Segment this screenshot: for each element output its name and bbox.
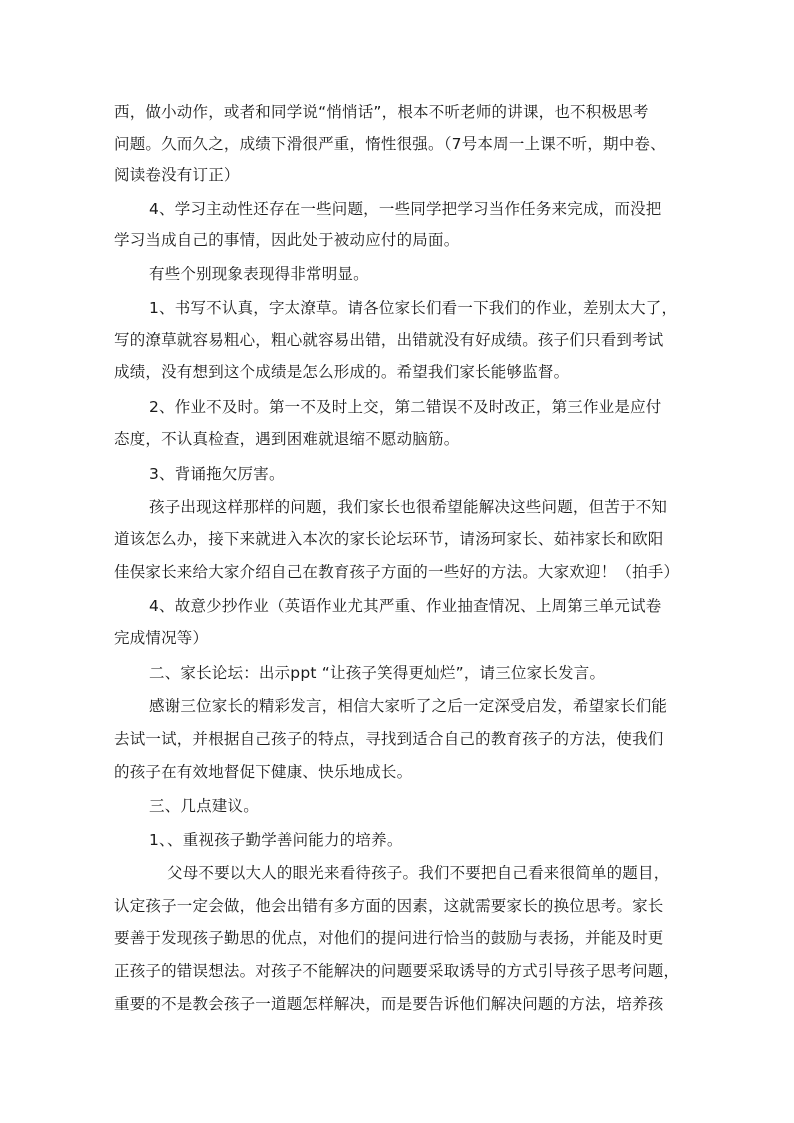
text-line: 的孩子在有效地督促下健康、快乐地成长。 [114,763,413,781]
text-line: 学习当成自己的事情，因此处于被动应付的局面。 [114,231,460,249]
text-line: 佳俣家长来给大家介绍自己在教育孩子方面的一些好的方法。大家欢迎！（拍手） [114,563,680,581]
text-line: 1、书写不认真，字太潦草。请各位家长们看一下我们的作业，差别太大了， [149,299,678,317]
text-line: 写的潦草就容易粗心，粗心就容易出错，出错就没有好成绩。孩子们只看到考试 [114,331,664,349]
text-line: 4、故意少抄作业（英语作业尤其严重、作业抽查情况、上周第三单元试卷 [149,597,662,615]
text-line: 孩子出现这样那样的问题，我们家长也很希望能解决这些问题，但苦于不知 [149,498,668,516]
text-line: 二、家长论坛：出示ppt “让孩子笑得更灿烂”，请三位家长发言。 [149,664,606,682]
text-line: 西，做小动作，或者和同学说“悄悄话”，根本不听老师的讲课，也不积极思考 [114,103,649,121]
text-line: 认定孩子一定会做，他会出错有多方面的因素，这就需要家长的换位思考。家长 [114,897,664,915]
text-line: 3、背诵拖欠厉害。 [149,465,285,483]
text-line: 阅读卷没有订正） [114,166,240,184]
text-line: 感谢三位家长的精彩发言，相信大家听了之后一定深受启发，希望家长们能 [149,697,668,715]
text-line: 成绩，没有想到这个成绩是怎么形成的。希望我们家长能够监督。 [114,363,570,381]
text-line: 道该怎么办，接下来就进入本次的家长论坛环节，请汤珂家长、茹祎家长和欧阳 [114,530,664,548]
text-line: 1、、重视孩子勤学善问能力的培养。 [149,831,403,849]
text-line: 2、作业不及时。第一不及时上交，第二错误不及时改正，第三作业是应付 [149,398,662,416]
text-line: 态度，不认真检查，遇到困难就退缩不愿动脑筋。 [114,430,460,448]
text-line: 正孩子的错误想法。对孩子不能解决的问题要采取诱导的方式引导孩子思考问题， [114,962,680,980]
text-line: 要善于发现孩子勤思的优点，对他们的提问进行恰当的鼓励与表扬，并能及时更 [114,929,664,947]
text-line: 完成情况等） [114,629,209,647]
text-line: 重要的不是教会孩子一道题怎样解决，而是要告诉他们解决问题的方法，培养孩 [114,995,664,1013]
text-line: 父母不要以大人的眼光来看待孩子。我们不要把自己看来很简单的题目， [167,864,670,882]
text-line: 去试一试，并根据自己孩子的特点，寻找到适合自己的教育孩子的方法，使我们 [114,730,664,748]
text-line: 有些个别现象表现得非常明显。 [149,265,369,283]
text-line: 4、学习主动性还存在一些问题，一些同学把学习当作任务来完成，而没把 [149,200,662,218]
text-line: 三、几点建议。 [149,797,259,815]
text-line: 问题。久而久之，成绩下滑很严重，惰性很强。（7号本周一上课不听，期中卷、 [114,135,666,153]
